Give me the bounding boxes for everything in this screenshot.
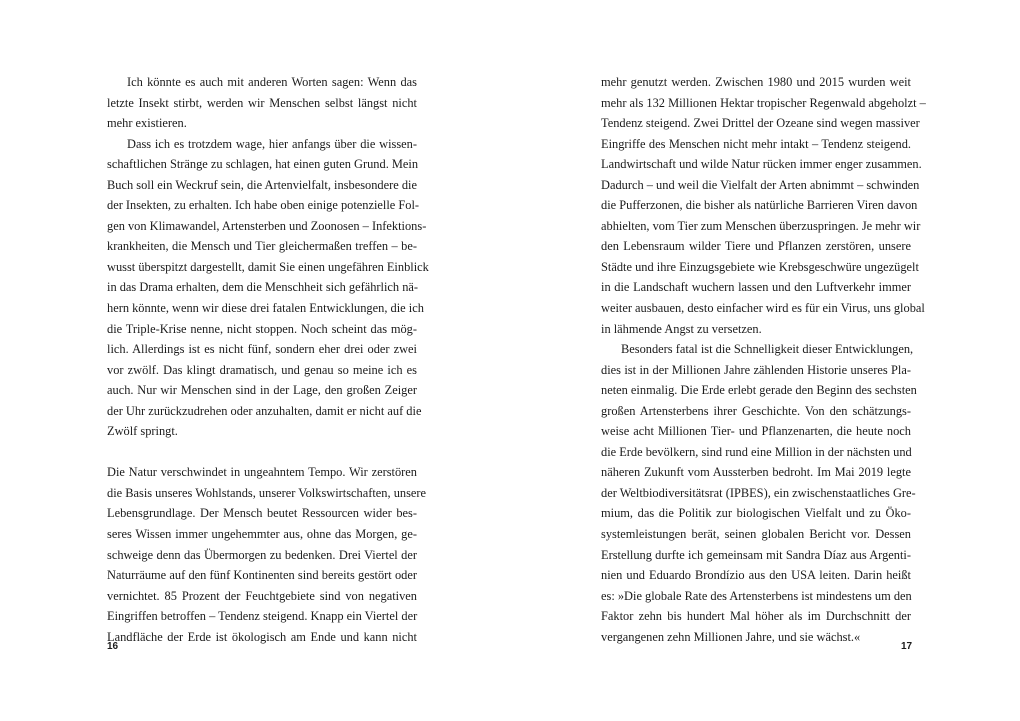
text-line: dies ist in der Millionen Jahre zählenden Historie unseres Pla-: [601, 362, 911, 377]
text-line: Buch soll ein Weckruf sein, die Artenvielfalt, insbesondere die: [107, 177, 417, 192]
text-line: Eingriffen betroffen – Tendenz steigend. Knapp ein Viertel der: [107, 609, 418, 624]
text-line: die Basis unseres Wohlstands, unserer Volkswirtschaften, unsere: [107, 485, 427, 500]
right-page-number: 17: [901, 641, 913, 652]
text-line: der Weltbiodiversitätsrat (IPBES), ein zwischenstaatliches Gre-: [601, 485, 916, 500]
text-line: in lähmende Angst zu versetzen.: [601, 321, 762, 336]
text-line: Landfläche der Erde ist ökologisch am Ende und kann nicht: [107, 629, 417, 644]
text-line: mehr als 132 Millionen Hektar tropischer Regenwald abgeholzt –: [601, 95, 926, 110]
text-line: in die Landschaft wuchern lassen und den Luftverkehr immer: [601, 280, 911, 295]
text-line: die Pufferzonen, die bisher als natürliche Barrieren Viren davon: [601, 198, 918, 213]
text-line: der Insekten, zu erhalten. Ich habe oben einige potenzielle Fol-: [107, 198, 420, 213]
text-line: letzte Insekt stirbt, werden wir Menschen selbst längst nicht: [107, 95, 417, 110]
text-line: auch. Nur wir Menschen sind in der Lage, den großen Zeiger: [107, 383, 417, 398]
text-line: den Lebensraum wilder Tiere und Pflanzen zerstören, unsere: [601, 239, 911, 254]
text-line: der Uhr zurückzudrehen oder anzuhalten, damit er nicht auf die: [107, 403, 422, 418]
left-page-number: 16: [107, 641, 119, 652]
text-line: großen Artensterbens ihrer Geschichte. Von den schätzungs-: [601, 403, 911, 418]
text-line: nien und Eduardo Brondízio aus den USA leiten. Darin heißt: [601, 568, 911, 583]
right-page: [510, 0, 1020, 721]
text-line: die Erde bevölkern, sind rund eine Million in der nächsten und: [601, 444, 912, 459]
text-line: Die Natur verschwindet in ungeahntem Tempo. Wir zerstören: [107, 465, 417, 480]
text-line: mehr existieren.: [107, 116, 187, 131]
text-line: näheren Zukunft vom Aussterben bedroht. Im Mai 2019 legte: [601, 465, 911, 480]
text-line: Faktor zehn bis hundert Mal höher als im Durchschnitt der: [601, 609, 911, 624]
text-line: lich. Allerdings ist es nicht fünf, sondern eher drei oder zwei: [107, 342, 417, 357]
text-line: krankheiten, die Mensch und Tier gleichermaßen treffen – be-: [107, 239, 417, 254]
text-line: Erstellung durfte ich gemeinsam mit Sandra Díaz aus Argenti-: [601, 547, 911, 562]
text-line: in das Drama erhalten, dem die Menschheit sich gefährlich nä-: [107, 280, 419, 295]
text-line: die Triple-Krise nenne, nicht stoppen. Noch scheint das mög-: [107, 321, 417, 336]
text-line: weise acht Millionen Tier- und Pflanzenarten, die heute noch: [601, 424, 911, 439]
text-line: Städte und ihre Einzugsgebiete wie Krebsgeschwüre ungezügelt: [601, 259, 919, 274]
text-line: weiter ausbauen, desto einfacher wird es für ein Virus, uns global: [601, 301, 925, 316]
text-line: Dass ich es trotzdem wage, hier anfangs über die wissen-: [127, 136, 417, 151]
text-line: Besonders fatal ist die Schnelligkeit dieser Entwicklungen,: [621, 342, 914, 357]
text-line: Lebensgrundlage. Der Mensch beutet Ressourcen wider bes-: [107, 506, 417, 521]
text-line: Ich könnte es auch mit anderen Worten sagen: Wenn das: [127, 75, 417, 89]
text-line: wusst überspitzt dargestellt, damit Sie einen ungefähren Einblick: [107, 259, 429, 274]
text-line: mehr genutzt werden. Zwischen 1980 und 2015 wurden weit: [601, 75, 911, 89]
text-line: schaftlichen Stränge zu schlagen, hat einen guten Grund. Mein: [107, 157, 419, 172]
text-line: schweige denn das Übermorgen zu bedenken. Drei Viertel der: [107, 547, 417, 562]
text-line: Zwölf springt.: [107, 424, 178, 439]
text-line: Tendenz steigend. Zwei Drittel der Ozeane sind wegen massiver: [601, 116, 920, 131]
text-line: vernichtet. 85 Prozent der Feuchtgebiete sind von negativen: [107, 588, 417, 603]
text-line: systemleistungen berät, seinen globalen Bericht vor. Dessen: [601, 527, 911, 542]
paragraph-spacer: [107, 442, 417, 463]
text-line: hern könnte, wenn wir diese drei fatalen Entwicklungen, die ich: [107, 301, 424, 316]
text-line: abhielten, vom Tier zum Menschen überzuspringen. Je mehr wir: [601, 218, 921, 233]
text-line: gen von Klimawandel, Artensterben und Zoonosen – Infektions-: [107, 218, 427, 233]
text-line: Landwirtschaft und wilde Natur rücken immer enger zusammen.: [601, 157, 922, 172]
text-line: Eingriffe des Menschen nicht mehr intakt – Tendenz steigend.: [601, 136, 911, 151]
text-line: es: »Die globale Rate des Artensterbens ist mindestens um den: [601, 588, 912, 603]
text-line: Dadurch – und weil die Vielfalt der Arten abnimmt – schwinden: [601, 177, 920, 192]
text-line: vergangenen zehn Millionen Jahre, und sie wächst.«: [601, 629, 861, 644]
text-line: mium, das die Politik zur biologischen Vielfalt und zu Öko-: [601, 506, 911, 521]
text-line: seres Wissen immer ungehemmter aus, ohne das Morgen, ge-: [107, 527, 417, 542]
text-line: vor zwölf. Das klingt dramatisch, und genau so meine ich es: [107, 362, 417, 377]
text-line: neten einmalig. Die Erde erlebt gerade den Beginn des sechsten: [601, 383, 917, 398]
left-page-text: [107, 72, 429, 647]
text-line: Naturräume auf den fünf Kontinenten sind bereits gestört oder: [107, 568, 417, 583]
